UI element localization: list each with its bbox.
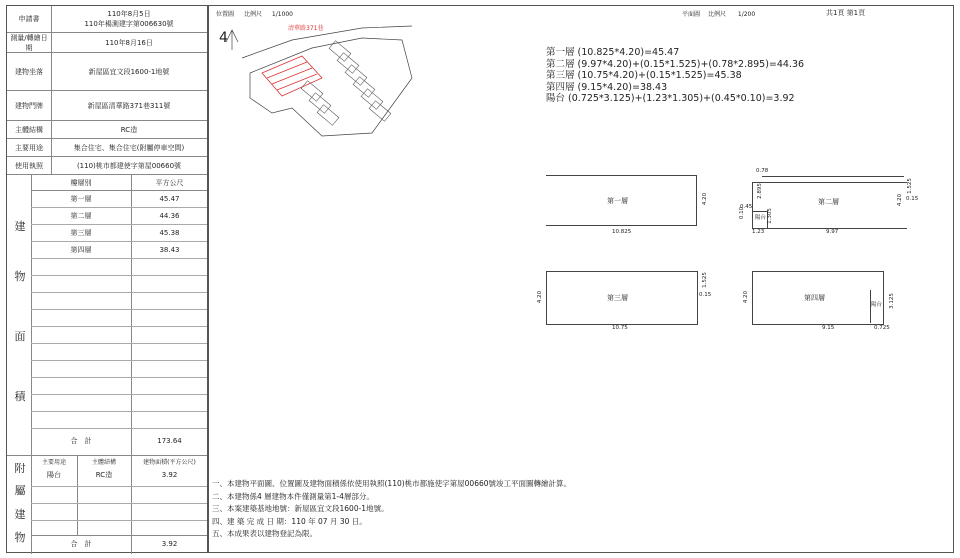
floor-area: 45.38 (159, 228, 180, 237)
plan-floor-2-height: 4.20 (897, 193, 904, 207)
structure-value: RC造 (120, 125, 138, 134)
plan-floor-2-d1: 2.895 (756, 183, 763, 199)
structure-row (7, 121, 207, 139)
grid-line (31, 411, 207, 412)
floor-name: 第一層 (70, 194, 92, 203)
grid-line (31, 309, 207, 310)
usage-value: 集合住宅、集合住宅(附屬停車空間) (73, 143, 185, 152)
floor-header: 樓層別 (31, 175, 131, 191)
area-header: 平方公尺 (132, 175, 207, 191)
grid-line (31, 394, 207, 395)
annex-char-1: 附 (14, 462, 26, 475)
area-calc-f4: 第四層 (9.15*4.20)=38.43 (546, 81, 668, 93)
license-label: 使用執照 (7, 157, 52, 174)
plan-floor-2-d5: 0.45 (740, 204, 753, 210)
location-map-title: 位置圖 (216, 11, 235, 18)
note-5: 五、本成果表以建物登記為限。 (212, 529, 317, 538)
annex-char-2: 屬 (14, 484, 26, 497)
door-row (7, 91, 207, 121)
annex-use: 陽台 (47, 471, 61, 479)
plan-floor-4-height: 4.20 (743, 290, 750, 304)
plan-floor-2-d4: 1.305 (766, 208, 773, 224)
area-calc-f1: 第一層 (10.825*4.20)=45.47 (546, 47, 680, 58)
note-1: 一、本建物平面圖、位置圖及建物面積係依使用執照(110)桃市都施使字第屋00660號竣工平面圖轉繪計算。 (212, 479, 572, 488)
plan-floor-4-width: 9.15 (822, 325, 835, 331)
structure-label: 主體結構 (7, 121, 52, 138)
plan-floor-1-label: 第一層 (607, 197, 628, 205)
annex-char-4: 物 (14, 531, 26, 544)
annex-use-header: 主要用途 (41, 458, 66, 466)
license-row (7, 157, 207, 175)
floor-area: 45.47 (159, 194, 180, 203)
plan-floor-3-height: 4.20 (537, 290, 544, 304)
grid-line (31, 326, 207, 327)
door-value: 新屋區清華路371巷311號 (87, 101, 171, 110)
area-calc-f2: 第二層 (9.97*4.20)+(0.15*1.525)+(0.78*2.895)=44.36 (546, 58, 805, 70)
north-arrow-icon: 4 (219, 30, 228, 46)
application-number: 110年楊測建字第006630號 (84, 20, 174, 28)
location-value: 新屋區宜文段1600-1地號 (88, 67, 170, 76)
road-label: 清華路371巷 (288, 25, 324, 32)
application-label: 申請書 (7, 6, 52, 32)
usage-row (7, 139, 207, 157)
plan-floor-4-d2: 3.125 (888, 293, 895, 309)
application-row (7, 6, 207, 33)
floor-plan-title: 平面圖 (682, 11, 701, 18)
measure-date-value: 110年8月16日 (105, 38, 153, 47)
location-label: 建物坐落 (7, 53, 52, 90)
annex-area-header: 建物面積(平方公尺) (143, 458, 196, 466)
grid-line (31, 343, 207, 344)
total-label: 合 計 (70, 436, 92, 445)
plan-floor-3-label: 第三層 (607, 294, 628, 302)
notes (212, 478, 571, 541)
plan-floor-1-width: 10.825 (612, 229, 632, 235)
grid-line (31, 275, 207, 276)
side-char-3: 面 (14, 330, 26, 343)
floor-name: 第二層 (70, 211, 92, 220)
grid-line (31, 377, 207, 378)
note-2: 二、本建物係4 層建物本件僅測量第1-4層部分。 (212, 491, 374, 501)
license-value: (110)桃市都建使字第屋00660號 (76, 161, 182, 170)
grid-line (31, 428, 207, 429)
floor-area: 44.36 (159, 211, 180, 220)
note-4: 四、建 築 完 成 日 期：110 年 07 月 30 日。 (212, 516, 367, 526)
area-calc-balcony: 陽台 (0.725*3.125)+(1.23*1.305)+(0.45*0.10)=3.92 (546, 93, 795, 104)
building-info-table (6, 5, 208, 553)
plan-floor-4-balcony-label: 陽台 (871, 302, 883, 308)
side-char-2: 物 (14, 270, 26, 283)
grid-line (31, 292, 207, 293)
annex-area: 3.92 (161, 471, 178, 479)
location-map-scale-label: 比例尺 (243, 11, 262, 18)
floor-plan-scale: 1/200 (737, 11, 756, 18)
plan-floor-2-d3: 0.15 (906, 196, 919, 202)
floor-area: 38.43 (159, 245, 180, 254)
plan-floor-2-d7: 1.23 (752, 229, 765, 235)
annex-structure-header: 主體結構 (91, 458, 116, 466)
building-area-side (7, 175, 32, 455)
door-label: 建物門牌 (7, 91, 52, 120)
total-value: 173.64 (157, 436, 182, 445)
annex-total-label: 合 計 (70, 540, 92, 548)
plan-floor-2-balcony-label: 陽台 (755, 215, 767, 221)
plan-floor-1-height: 4.20 (702, 192, 709, 206)
page-indicator: 共1頁 第1頁 (826, 9, 866, 17)
measure-date-label: 測量/轉繪日期 (7, 33, 52, 52)
plan-floor-4-d1: 0.725 (874, 325, 890, 331)
plan-floor-2-d6: 0.10 (739, 206, 746, 220)
plan-floor-3-d2: 0.15 (699, 292, 712, 298)
measure-date-row (7, 33, 207, 53)
plan-floor-4-label: 第四層 (804, 294, 825, 302)
plan-floor-3-width: 10.75 (612, 325, 628, 331)
usage-label: 主要用途 (7, 139, 52, 156)
side-char-4: 積 (14, 390, 26, 403)
plan-floor-3-d1: 1.525 (701, 272, 708, 288)
floor-plan-scale-label: 比例尺 (707, 11, 726, 18)
side-char-1: 建 (14, 220, 26, 233)
grid-line (31, 360, 207, 361)
location-map-scale: 1/1000 (271, 11, 293, 18)
plan-floor-2-d2: 1.525 (906, 178, 913, 194)
plan-floor-2-width: 9.97 (826, 229, 839, 235)
annex-structure: RC造 (95, 471, 113, 479)
note-3: 三、本案建築基地地號：新屋區宜文段1600-1地號。 (212, 504, 389, 513)
location-map (212, 18, 422, 148)
annex-char-3: 建 (14, 508, 26, 521)
area-calc-f3: 第三層 (10.75*4.20)+(0.15*1.525)=45.38 (546, 70, 742, 81)
plan-floor-2-top: 0.78 (756, 168, 769, 174)
grid-line (31, 258, 207, 259)
floor-name: 第四層 (70, 245, 92, 254)
location-row (7, 53, 207, 91)
plan-floor-2-label: 第二層 (818, 198, 839, 206)
application-date: 110年8月5日 (107, 10, 151, 18)
floor-name: 第三層 (70, 228, 92, 237)
annex-total-value: 3.92 (161, 540, 178, 548)
area-calculations (546, 47, 804, 105)
